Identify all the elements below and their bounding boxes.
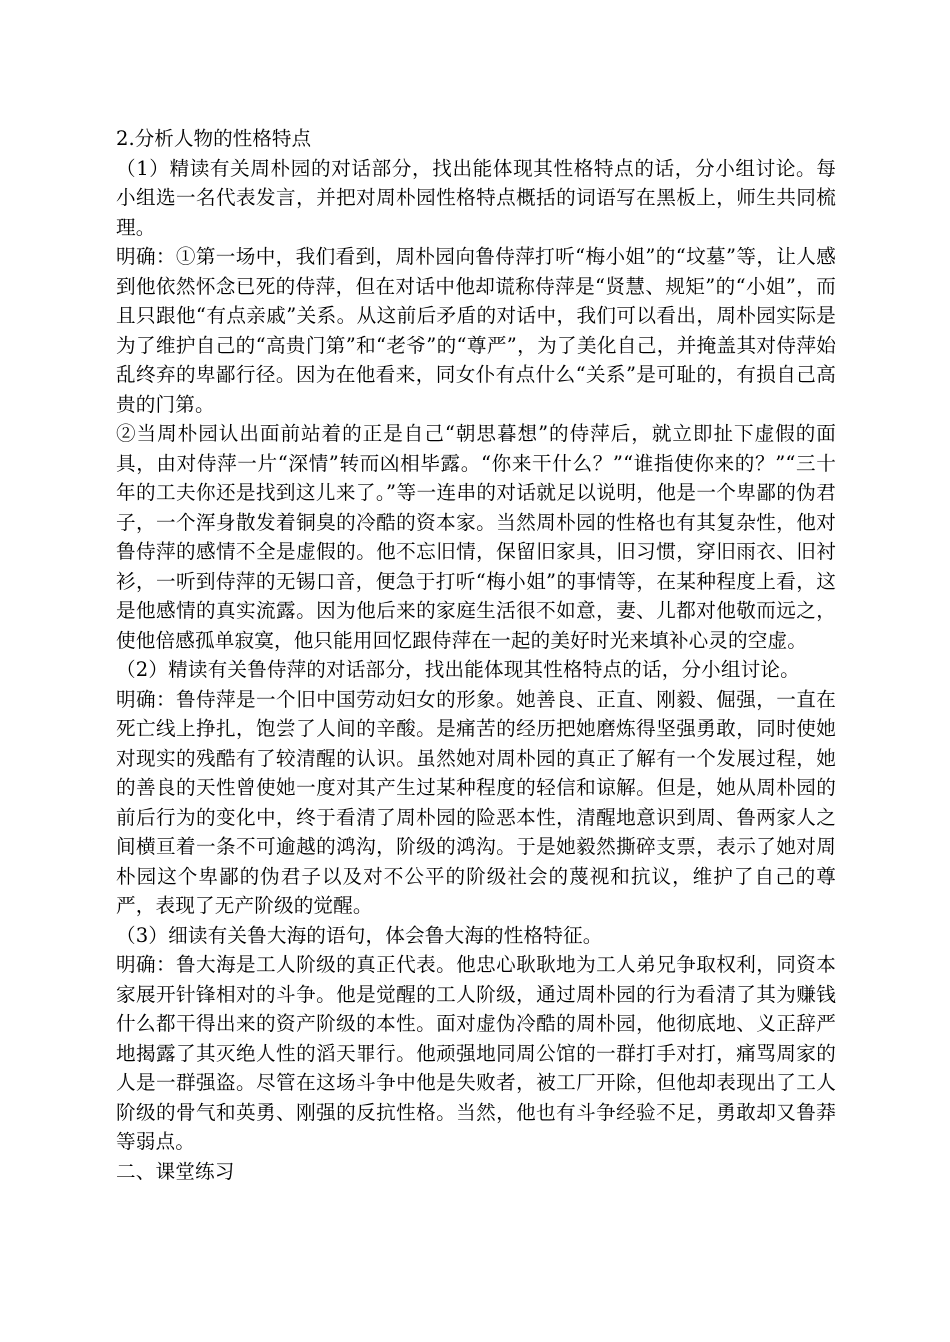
document-page <box>116 124 836 1186</box>
question-2: （2）精读有关鲁侍萍的对话部分，找出能体现其性格特点的话，分小组讨论。 <box>116 658 800 681</box>
answer-2: 明确：鲁侍萍是一个旧中国劳动妇女的形象。她善良、正直、刚毅、倔强，一直在死亡线上挣扎，饱尝了人间的辛酸。是痛苦的经历把她磨炼得坚强勇敢，同时使她对现实的残酷有了较清醒的认识。虽然她对周朴园的真正了解有一个发展过程，她的善良的天性曾使她一度对其产生过某种程度的轻信和谅解。但是，她从周朴园的前后行为的变化中，终于看清了周朴园的险恶本性，清醒地意识到周、鲁两家人之间横亘着一条不可逾越的鸿沟，阶级的鸿沟。于是她毅然撕碎支票，表示了她对周朴园这个卑鄙的伪君子以及对不公平的阶级社会的蔑视和抗议，维护了自己的尊严，表现了无产阶级的觉醒。 <box>116 687 836 917</box>
answer-3: 明确：鲁大海是工人阶级的真正代表。他忠心耿耿地为工人弟兄争取权利，同资本家展开针锋相对的斗争。他是觉醒的工人阶级，通过周朴园的行为看清了其为赚钱什么都干得出来的资产阶级的本性。面对虚伪冷酷的周朴园，他彻底地、义正辞严地揭露了其灭绝人性的滔天罪行。他顽强地同周公馆的一群打手对打，痛骂周家的人是一群强盗。尽管在这场斗争中他是失败者，被工厂开除，但他却表现出了工人阶级的骨气和英勇、刚强的反抗性格。当然，他也有斗争经验不足，勇敢却又鲁莽等弱点。 <box>116 953 836 1153</box>
section-heading: 2.分析人物的性格特点 <box>116 127 312 150</box>
section-heading-exercises: 二、课堂练习 <box>116 1159 235 1183</box>
answer-1-part-1: 明确：①第一场中，我们看到，周朴园向鲁侍萍打听“梅小姐”的“坟墓”等，让人感到他依然怀念已死的侍萍，但在对话中他却谎称侍萍是“贤慧、规矩”的“小姐”，而且只跟他“有点亲戚”关系。从这前后矛盾的对话中，我们可以看出，周朴园实际是为了维护自己的“高贵门第”和“老爷”的“尊严”，为了美化自己，并掩盖其对侍萍始乱终弃的卑鄙行径。因为在他看来，同女仆有点什么“关系”是可耻的，有损自己高贵的门第。 <box>116 245 836 416</box>
question-1: （1）精读有关周朴园的对话部分，找出能体现其性格特点的话，分小组讨论。每小组选一名代表发言，并把对周朴园性格特点概括的词语写在黑板上，师生共同梳理。 <box>116 156 836 239</box>
question-3: （3）细读有关鲁大海的语句，体会鲁大海的性格特征。 <box>116 923 603 947</box>
answer-1-part-2: ②当周朴园认出面前站着的正是自己“朝思暮想”的侍萍后，就立即扯下虚假的面具，由对侍萍一片“深情”转而凶相毕露。“你来干什么？”“谁指使你来的？”“三十年的工夫你还是找到这儿来了。”等一连串的对话就足以说明，他是一个卑鄙的伪君子，一个浑身散发着铜臭的冷酷的资本家。当然周朴园的性格也有其复杂性，他对鲁侍萍的感情不全是虚假的。他不忘旧情，保留旧家具，旧习惯，穿旧雨衣、旧衬衫，一听到侍萍的无锡口音，便急于打听“梅小姐”的事情等，在某种程度上看，这是他感情的真实流露。因为他后来的家庭生活很不如意，妻、儿都对他敬而远之，使他倍感孤单寂寞，他只能用回忆跟侍萍在一起的美好时光来填补心灵的空虚。 <box>116 422 836 652</box>
